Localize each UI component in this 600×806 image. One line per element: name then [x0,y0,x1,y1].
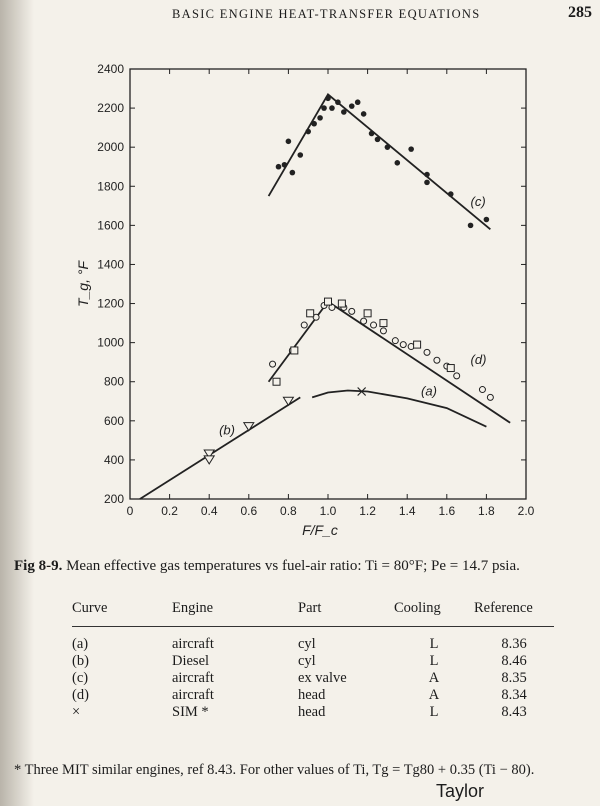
table-row [72,670,554,687]
curve-label: (d) [470,352,487,368]
data-point [276,164,282,170]
series-line [269,94,491,229]
data-point [392,338,398,344]
cell-part: head [298,704,326,720]
data-point [325,96,331,102]
table-row [72,653,554,670]
x-tick-label: 1.4 [398,504,416,518]
data-point [369,131,375,137]
figure-caption [14,556,590,576]
data-point [448,191,454,197]
x-tick-label: 1.0 [319,504,337,518]
footnote: * Three MIT similar engines, ref 8.43. For other values of Ti, Tg = Tg80 + 0.35 (Ti − 80). [14,762,535,778]
data-point [325,298,332,305]
cell-cooling: L [429,636,439,652]
data-point [408,146,414,152]
cell-cooling: A [428,687,440,703]
data-point [375,137,381,143]
data-point [484,217,490,223]
data-point [414,341,421,348]
x-tick-label: 0 [126,504,134,518]
x-tick-label: 0.6 [240,504,258,518]
data-point [290,170,296,176]
data-point [355,99,361,105]
data-point [361,318,367,324]
figure-caption-text: Mean effective gas temperatures vs fuel-air ratio: Ti = 80°F; Pe = 14.7 psia. [66,558,520,574]
cell-part: cyl [298,636,316,652]
cell-part: ex valve [298,670,347,686]
data-point [349,308,355,314]
y-tick-label: 400 [103,452,124,467]
cell-cooling: L [429,653,439,669]
cell-reference: 8.36 [501,636,527,652]
data-point [447,365,454,372]
cell-engine: aircraft [172,670,214,686]
cell-engine: Diesel [172,653,210,669]
cell-reference: 8.43 [501,704,527,720]
data-point [305,129,311,135]
cell-part: head [298,687,326,703]
y-tick-label: 2200 [97,101,124,116]
y-tick-label: 1400 [97,257,124,272]
curve-label: (a) [421,383,437,399]
data-point [454,373,460,379]
cell-part: cyl [298,653,316,669]
cell-curve: × [72,704,81,720]
data-point [371,322,377,328]
cell-curve: (a) [72,636,89,652]
series-line [140,397,300,499]
data-point [468,223,474,229]
table-header-curve: Curve [72,600,172,627]
cell-curve: (d) [72,687,89,703]
cell-reference: 8.35 [501,670,527,686]
table-row [72,627,554,654]
curve-label: (b) [219,422,235,438]
data-point [364,310,371,317]
data-point [380,328,386,334]
x-tick-label: 1.2 [359,504,376,518]
data-point [283,397,293,405]
cell-reference: 8.46 [501,653,527,669]
table-header-part: Part [298,600,394,627]
cell-engine: aircraft [172,636,214,652]
y-tick-label: 800 [103,374,124,389]
data-point [282,162,288,168]
data-point [291,347,298,354]
y-tick-label: 1600 [97,218,124,233]
x-tick-label: 1.8 [478,504,495,518]
table-row [72,687,554,704]
data-point [270,361,276,367]
data-point [307,310,314,317]
data-point [380,320,387,327]
x-tick-label: 0.2 [161,504,178,518]
figure-label: Fig 8-9. [14,558,63,574]
cell-curve: (c) [72,670,89,686]
y-tick-label: 2000 [97,140,124,155]
data-point [424,180,430,186]
y-tick-label: 1200 [97,296,124,311]
reference-table [72,600,554,721]
data-point [424,172,430,178]
data-point [479,387,485,393]
data-point [341,109,347,115]
cell-cooling: L [429,704,439,720]
data-point [329,105,335,111]
table-header-cooling: Cooling [394,600,474,627]
data-point [301,322,307,328]
data-point [286,139,292,145]
data-point [400,342,406,348]
page-number: 285 [568,4,592,21]
y-tick-label: 200 [103,492,124,506]
table-row [72,704,554,721]
curve-label: (c) [470,193,486,209]
data-point [297,152,303,158]
y-tick-label: 2400 [97,62,124,76]
data-point [244,423,254,431]
plot-frame [130,69,526,499]
data-point [434,357,440,363]
data-point [395,160,401,166]
data-point [361,111,367,117]
y-tick-label: 600 [103,413,124,428]
y-tick-label: 1000 [97,335,124,350]
data-point [317,115,323,121]
y-tick-label: 1800 [97,179,124,194]
x-axis-label: F/F_c [302,522,338,538]
data-point [204,456,214,464]
cell-curve: (b) [72,653,89,669]
y-axis-label: T_g, °F [75,260,91,308]
table-header-engine: Engine [172,600,298,627]
data-point [385,144,391,150]
running-head: BASIC ENGINE HEAT-TRANSFER EQUATIONS [172,7,481,21]
data-point [335,99,341,105]
data-point [311,121,317,127]
signature: Taylor [436,781,485,801]
cell-engine: SIM * [172,704,209,720]
data-point [487,394,493,400]
x-tick-label: 1.6 [438,504,456,518]
table-header-reference: Reference [474,600,554,627]
cell-cooling: A [428,670,440,686]
data-point [349,103,355,109]
x-tick-label: 2.0 [517,504,535,518]
cell-reference: 8.34 [501,687,527,703]
x-tick-label: 0.4 [200,504,218,518]
x-tick-label: 0.8 [280,504,297,518]
series-line [312,391,486,427]
data-point [338,300,345,307]
data-point [273,378,280,385]
cell-engine: aircraft [172,687,214,703]
data-point [321,105,327,111]
data-point [424,349,430,355]
